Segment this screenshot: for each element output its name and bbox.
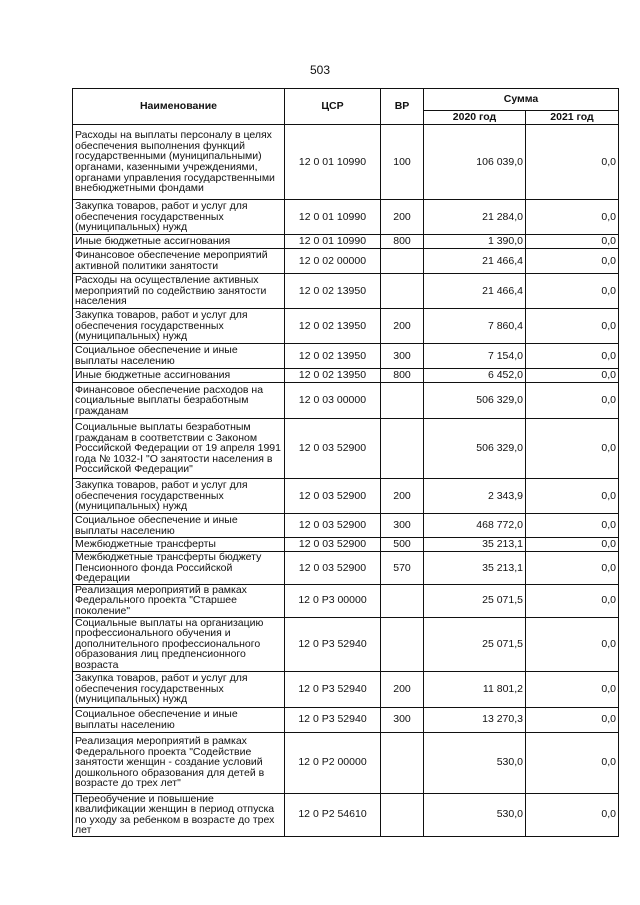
row-csr-cell: 12 0 01 10990: [285, 235, 381, 249]
row-name-cell: Финансовое обеспечение расходов на социальные выплаты безработным гражданам: [73, 383, 285, 419]
table-row: [73, 309, 619, 344]
table-row: [73, 617, 619, 671]
table-row: [73, 707, 619, 732]
row-name-cell: Социальное обеспечение и иные выплаты населению: [73, 514, 285, 538]
row-name-cell: Расходы на осуществление активных мероприятий по содействию занятости населения: [73, 274, 285, 309]
table-row: [73, 249, 619, 274]
row-vr-cell: [381, 793, 424, 836]
header-name: Наименование: [73, 89, 285, 125]
row-vr-cell: 200: [381, 200, 424, 235]
row-2021-cell: 0,0: [526, 344, 619, 369]
row-2020-cell: 25 071,5: [424, 584, 526, 617]
row-name-cell: Социальное обеспечение и иные выплаты населению: [73, 707, 285, 732]
row-name-cell: Закупка товаров, работ и услуг для обеспечения государственных (муниципальных) нужд: [73, 200, 285, 235]
row-2020-cell: 468 772,0: [424, 514, 526, 538]
header-vr: ВР: [381, 89, 424, 125]
row-2020-cell: 11 801,2: [424, 671, 526, 707]
row-name-cell: Расходы на выплаты персоналу в целях обеспечения выполнения функций государственными (муниципальными) органами, казенными учреждениями, органами управления государственными внебюджетными фондами: [73, 125, 285, 200]
header-csr: ЦСР: [285, 89, 381, 125]
row-vr-cell: 500: [381, 538, 424, 552]
row-csr-cell: 12 0 P3 52940: [285, 671, 381, 707]
row-name-cell: Социальные выплаты на организацию профессионального обучения и дополнительного профессионального образования лиц предпенсионного возраста: [73, 617, 285, 671]
row-name-cell: Реализация мероприятий в рамках Федерального проекта "Содействие занятости женщин - создание условий дошкольного образования для детей в возрасте до трех лет": [73, 732, 285, 793]
row-2020-cell: 7 860,4: [424, 309, 526, 344]
table-row: [73, 671, 619, 707]
row-2020-cell: 6 452,0: [424, 369, 526, 383]
row-csr-cell: 12 0 03 52900: [285, 552, 381, 585]
row-name-cell: Межбюджетные трансферты: [73, 538, 285, 552]
row-vr-cell: [381, 249, 424, 274]
row-vr-cell: 300: [381, 514, 424, 538]
row-csr-cell: 12 0 02 13950: [285, 309, 381, 344]
row-2020-cell: 506 329,0: [424, 419, 526, 479]
header-sum: Сумма: [424, 89, 619, 111]
row-name-cell: Закупка товаров, работ и услуг для обеспечения государственных (муниципальных) нужд: [73, 671, 285, 707]
row-2021-cell: 0,0: [526, 514, 619, 538]
row-2021-cell: 0,0: [526, 538, 619, 552]
row-name-cell: Иные бюджетные ассигнования: [73, 235, 285, 249]
row-2020-cell: 21 466,4: [424, 274, 526, 309]
table-row: [73, 369, 619, 383]
row-vr-cell: 300: [381, 344, 424, 369]
row-2021-cell: 0,0: [526, 793, 619, 836]
row-csr-cell: 12 0 01 10990: [285, 125, 381, 200]
row-csr-cell: 12 0 P3 00000: [285, 584, 381, 617]
row-2021-cell: 0,0: [526, 707, 619, 732]
row-csr-cell: 12 0 P3 52940: [285, 617, 381, 671]
row-name-cell: Реализация мероприятий в рамках Федерального проекта "Старшее поколение": [73, 584, 285, 617]
row-vr-cell: 200: [381, 309, 424, 344]
table-row: [73, 538, 619, 552]
row-2020-cell: 21 284,0: [424, 200, 526, 235]
row-2020-cell: 25 071,5: [424, 617, 526, 671]
row-2021-cell: 0,0: [526, 552, 619, 585]
row-2021-cell: 0,0: [526, 309, 619, 344]
row-csr-cell: 12 0 03 52900: [285, 514, 381, 538]
table-row: [73, 383, 619, 419]
header-year-2021: 2021 год: [526, 111, 619, 125]
budget-table: [72, 88, 619, 837]
row-name-cell: Межбюджетные трансферты бюджету Пенсионного фонда Российской Федерации: [73, 552, 285, 585]
row-csr-cell: 12 0 03 52900: [285, 479, 381, 514]
row-csr-cell: 12 0 03 00000: [285, 383, 381, 419]
row-2020-cell: 530,0: [424, 732, 526, 793]
row-vr-cell: [381, 617, 424, 671]
row-2021-cell: 0,0: [526, 235, 619, 249]
row-vr-cell: 200: [381, 479, 424, 514]
row-vr-cell: 100: [381, 125, 424, 200]
table-row: [73, 793, 619, 836]
row-2020-cell: 2 343,9: [424, 479, 526, 514]
table-row: [73, 584, 619, 617]
row-2021-cell: 0,0: [526, 274, 619, 309]
row-name-cell: Социальные выплаты безработным гражданам в соответствии с Законом Российской Федерации от 19 апреля 1991 года № 1032-I "О занятости населения в Российской Федерации": [73, 419, 285, 479]
row-csr-cell: 12 0 02 13950: [285, 369, 381, 383]
row-vr-cell: [381, 383, 424, 419]
row-name-cell: Закупка товаров, работ и услуг для обеспечения государственных (муниципальных) нужд: [73, 309, 285, 344]
row-2021-cell: 0,0: [526, 200, 619, 235]
row-2020-cell: 506 329,0: [424, 383, 526, 419]
row-csr-cell: 12 0 03 52900: [285, 419, 381, 479]
row-2020-cell: 1 390,0: [424, 235, 526, 249]
row-2021-cell: 0,0: [526, 383, 619, 419]
row-2020-cell: 13 270,3: [424, 707, 526, 732]
table-row: [73, 274, 619, 309]
row-2021-cell: 0,0: [526, 584, 619, 617]
table-body: [73, 125, 619, 837]
table-row: [73, 479, 619, 514]
row-name-cell: Закупка товаров, работ и услуг для обеспечения государственных (муниципальных) нужд: [73, 479, 285, 514]
row-2020-cell: 7 154,0: [424, 344, 526, 369]
row-csr-cell: 12 0 P2 54610: [285, 793, 381, 836]
row-name-cell: Иные бюджетные ассигнования: [73, 369, 285, 383]
row-vr-cell: [381, 419, 424, 479]
row-vr-cell: 570: [381, 552, 424, 585]
row-2020-cell: 35 213,1: [424, 538, 526, 552]
row-csr-cell: 12 0 02 00000: [285, 249, 381, 274]
row-csr-cell: 12 0 02 13950: [285, 344, 381, 369]
table-row: [73, 200, 619, 235]
row-vr-cell: 800: [381, 369, 424, 383]
row-2021-cell: 0,0: [526, 125, 619, 200]
row-2021-cell: 0,0: [526, 419, 619, 479]
table-row: [73, 419, 619, 479]
row-vr-cell: 200: [381, 671, 424, 707]
row-name-cell: Финансовое обеспечение мероприятий активной политики занятости: [73, 249, 285, 274]
table-row: [73, 514, 619, 538]
row-2021-cell: 0,0: [526, 249, 619, 274]
row-2021-cell: 0,0: [526, 732, 619, 793]
row-2021-cell: 0,0: [526, 479, 619, 514]
table-row: [73, 125, 619, 200]
table-row: [73, 235, 619, 249]
row-csr-cell: 12 0 01 10990: [285, 200, 381, 235]
header-year-2020: 2020 год: [424, 111, 526, 125]
table-row: [73, 552, 619, 585]
table-header: [73, 89, 619, 125]
row-vr-cell: [381, 274, 424, 309]
row-csr-cell: 12 0 03 52900: [285, 538, 381, 552]
row-vr-cell: 300: [381, 707, 424, 732]
row-vr-cell: [381, 732, 424, 793]
page-number: 503: [309, 63, 331, 77]
row-csr-cell: 12 0 02 13950: [285, 274, 381, 309]
row-name-cell: Переобучение и повышение квалификации женщин в период отпуска по уходу за ребенком в возрасте до трех лет: [73, 793, 285, 836]
row-name-cell: Социальное обеспечение и иные выплаты населению: [73, 344, 285, 369]
row-2021-cell: 0,0: [526, 671, 619, 707]
row-2020-cell: 106 039,0: [424, 125, 526, 200]
row-vr-cell: [381, 584, 424, 617]
row-2020-cell: 21 466,4: [424, 249, 526, 274]
table-row: [73, 344, 619, 369]
row-2021-cell: 0,0: [526, 369, 619, 383]
row-2021-cell: 0,0: [526, 617, 619, 671]
row-csr-cell: 12 0 P3 52940: [285, 707, 381, 732]
row-2020-cell: 530,0: [424, 793, 526, 836]
row-vr-cell: 800: [381, 235, 424, 249]
table-row: [73, 732, 619, 793]
row-2020-cell: 35 213,1: [424, 552, 526, 585]
row-csr-cell: 12 0 P2 00000: [285, 732, 381, 793]
